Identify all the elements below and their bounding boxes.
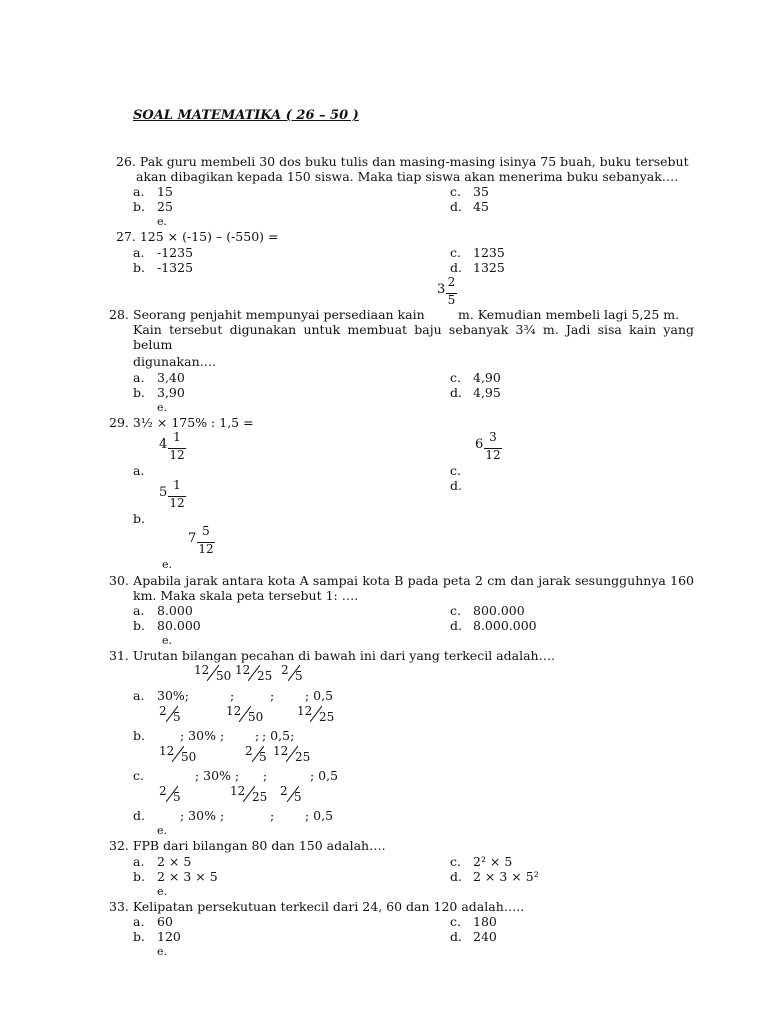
q31-d-part1: ; 30% ; (180, 808, 225, 823)
q31-frac-2-5 (281, 663, 301, 685)
q31-d2-num: 12 (230, 784, 246, 798)
q31-d-part2: ; (270, 808, 275, 823)
q28-number: 28. (109, 307, 129, 322)
q31-label-c: c. (133, 768, 144, 783)
q30-text-line1: 30. Apabila jarak antara kota A sampai kota B pada peta 2 cm dan jarak sesungguhnya 160 (109, 573, 694, 588)
q26-option-d: 45 (473, 199, 489, 214)
q31-h1-num: 12 (194, 663, 210, 677)
q27-option-d: 1325 (473, 260, 505, 275)
q26-label-d: d. (450, 199, 462, 214)
q33-option-d: 240 (473, 929, 497, 944)
q28-text-line1b: m. Kemudian membeli lagi 5,25 m. (458, 307, 680, 322)
q31-c-part1: ; 30% ; (195, 768, 240, 783)
q27-label-c: c. (450, 245, 461, 260)
q32-option-d: 2 × 3 × 5² (473, 869, 539, 884)
q28-option-b: 3,90 (157, 385, 185, 400)
q29-option-e-fraction (188, 525, 218, 557)
q28-label-b: b. (133, 385, 145, 400)
q27-label-d: d. (450, 260, 462, 275)
q33-option-b: 120 (157, 929, 181, 944)
q31-h2-den: 25 (257, 669, 273, 683)
q31-label-e: e. (157, 824, 168, 837)
q31-c-frac-12-50 (159, 744, 197, 766)
q32-label-b: b. (133, 869, 145, 884)
q28-label-c: c. (450, 370, 461, 385)
q27-option-c: 1235 (473, 245, 505, 260)
q26-label-a: a. (133, 184, 145, 199)
q33-label-b: b. (133, 929, 145, 944)
q31-b-frac-2-5 (159, 704, 179, 726)
q31-c2-den: 5 (259, 750, 267, 764)
q29-c-num: 3 (489, 430, 497, 444)
q32-label-e: e. (157, 885, 168, 898)
q31-b3-num: 12 (297, 704, 313, 718)
q33-text: 33. Kelipatan persekutuan terkecil dari 24, 60 dan 120 adalah….. (109, 899, 525, 914)
q26-text-line2: akan dibagikan kepada 150 siswa. Maka tiap siswa akan menerima buku sebanyak…. (136, 169, 679, 184)
q29-label-b: b. (133, 511, 145, 526)
q28-frac-den: 5 (447, 293, 456, 307)
q31-d-frac-12-25 (230, 784, 268, 806)
q29-c-den: 12 (485, 448, 501, 462)
q29-label-d: d. (450, 478, 462, 493)
q31-label-a: a. (133, 688, 145, 703)
q31-d1-den: 5 (173, 790, 181, 804)
q32-label-c: c. (450, 854, 461, 869)
q29-e-den: 12 (198, 542, 214, 556)
q31-b2-den: 50 (248, 710, 264, 724)
q31-d-part3: ; 0,5 (305, 808, 334, 823)
q31-d3-den: 5 (294, 790, 302, 804)
q31-a-part3: ; (270, 688, 275, 703)
q32-label-a: a. (133, 854, 145, 869)
q29-option-c-fraction (475, 431, 505, 463)
q29-b-whole: 5 (159, 485, 168, 500)
q31-b-frac-12-25 (297, 704, 335, 726)
q26-label-b: b. (133, 199, 145, 214)
q32-option-b: 2 × 3 × 5 (157, 869, 218, 884)
q31-a-part4: ; 0,5 (305, 688, 334, 703)
q28-option-c: 4,90 (473, 370, 501, 385)
q29-label-c: c. (450, 463, 461, 478)
q30-option-a: 8.000 (157, 603, 193, 618)
q29-a-num: 1 (173, 430, 181, 444)
q27-option-b: -1325 (157, 260, 194, 275)
q28-frac-num: 2 (447, 275, 456, 289)
q28-text-line2: Kain tersebut digunakan untuk membuat baju sebanyak 3¾ m. Jadi sisa kain yang belum (133, 322, 694, 352)
q26-label-e: e. (157, 215, 168, 228)
q31-b-part2: ; (255, 728, 260, 743)
q28-option-d: 4,95 (473, 385, 501, 400)
q26-option-b: 25 (157, 199, 173, 214)
q29-label-a: a. (133, 463, 145, 478)
q28-option-a: 3,40 (157, 370, 185, 385)
q29-e-num: 5 (202, 524, 210, 538)
q33-label-d: d. (450, 929, 462, 944)
q31-h3-den: 5 (295, 669, 303, 683)
q33-option-c: 180 (473, 914, 497, 929)
q31-b2-num: 12 (226, 704, 242, 718)
q31-a-part1: 30%; (157, 688, 189, 703)
q30-label-a: a. (133, 603, 145, 618)
q32-text: 32. FPB dari bilangan 80 dan 150 adalah…. (109, 838, 386, 853)
q30-label-b: b. (133, 618, 145, 633)
q29-text: 29. 3½ × 175% : 1,5 = (109, 415, 254, 430)
q30-label-e: e. (162, 634, 173, 647)
q30-label-d: d. (450, 618, 462, 633)
q31-frac-12-25 (235, 663, 273, 685)
q33-label-e: e. (157, 945, 168, 958)
q31-frac-12-50 (194, 663, 232, 685)
q26-option-a: 15 (157, 184, 173, 199)
q30-option-b: 80.000 (157, 618, 201, 633)
q28-label-d: d. (450, 385, 462, 400)
q31-text: 31. Urutan bilangan pecahan di bawah ini dari yang terkecil adalah…. (109, 648, 556, 663)
q28-mixed-fraction (437, 276, 461, 308)
q30-label-c: c. (450, 603, 461, 618)
q28-frac-whole: 3 (437, 282, 446, 297)
q31-c1-num: 12 (159, 744, 175, 758)
q31-b-part1: ; 30% ; (180, 728, 225, 743)
q29-b-den: 12 (169, 496, 185, 510)
q31-c-frac-12-25 (273, 744, 311, 766)
q27-label-b: b. (133, 260, 145, 275)
q29-c-whole: 6 (475, 437, 484, 452)
q33-label-c: c. (450, 914, 461, 929)
q29-option-b-fraction (159, 479, 189, 511)
q28-text-line3: digunakan…. (133, 354, 217, 369)
q29-label-e: e. (162, 558, 173, 571)
q28-text-line1a: Seorang penjahit mempunyai persediaan kain (133, 307, 425, 322)
q31-b1-num: 2 (159, 704, 167, 718)
q31-c-frac-2-5 (245, 744, 265, 766)
q29-option-a-fraction (159, 431, 189, 463)
q31-c2-num: 2 (245, 744, 253, 758)
q29-b-num: 1 (173, 478, 181, 492)
q31-h1-den: 50 (216, 669, 232, 683)
q32-option-a: 2 × 5 (157, 854, 192, 869)
q31-c1-den: 50 (181, 750, 197, 764)
q31-b3-den: 25 (319, 710, 335, 724)
q31-a-part2: ; (230, 688, 235, 703)
q31-h2-num: 12 (235, 663, 251, 677)
q31-d2-den: 25 (252, 790, 268, 804)
q26-label-c: c. (450, 184, 461, 199)
q31-label-d: d. (133, 808, 145, 823)
q31-d-frac-2-5-first (159, 784, 179, 806)
q31-c3-num: 12 (273, 744, 289, 758)
q28-label-a: a. (133, 370, 145, 385)
q27-option-a: -1235 (157, 245, 194, 260)
q32-option-c: 2² × 5 (473, 854, 513, 869)
q29-a-den: 12 (169, 448, 185, 462)
q30-option-c: 800.000 (473, 603, 525, 618)
q31-b-frac-12-50 (226, 704, 264, 726)
page-title: SOAL MATEMATIKA ( 26 – 50 ) (133, 108, 359, 123)
q29-e-whole: 7 (188, 531, 197, 546)
q31-c3-den: 25 (295, 750, 311, 764)
q31-h3-num: 2 (281, 663, 289, 677)
q30-text-line2: km. Maka skala peta tersebut 1: …. (133, 588, 359, 603)
q27-label-a: a. (133, 245, 145, 260)
q31-d3-num: 2 (280, 784, 288, 798)
q31-b-part3: ; 0,5; (262, 728, 295, 743)
q29-a-whole: 4 (159, 437, 168, 452)
q31-c-part2: ; (263, 768, 268, 783)
q33-option-a: 60 (157, 914, 173, 929)
q31-c-part3: ; 0,5 (310, 768, 339, 783)
q31-b1-den: 5 (173, 710, 181, 724)
q33-label-a: a. (133, 914, 145, 929)
q27-text: 27. 125 × (-15) – (-550) = (116, 229, 279, 244)
q28-label-e: e. (157, 401, 168, 414)
q31-d-frac-2-5-second (280, 784, 300, 806)
q30-option-d: 8.000.000 (473, 618, 537, 633)
q26-option-c: 35 (473, 184, 489, 199)
q31-label-b: b. (133, 728, 145, 743)
q32-label-d: d. (450, 869, 462, 884)
q31-d1-num: 2 (159, 784, 167, 798)
q26-text-line1: 26. Pak guru membeli 30 dos buku tulis dan masing-masing isinya 75 buah, buku tersebut (116, 154, 689, 169)
